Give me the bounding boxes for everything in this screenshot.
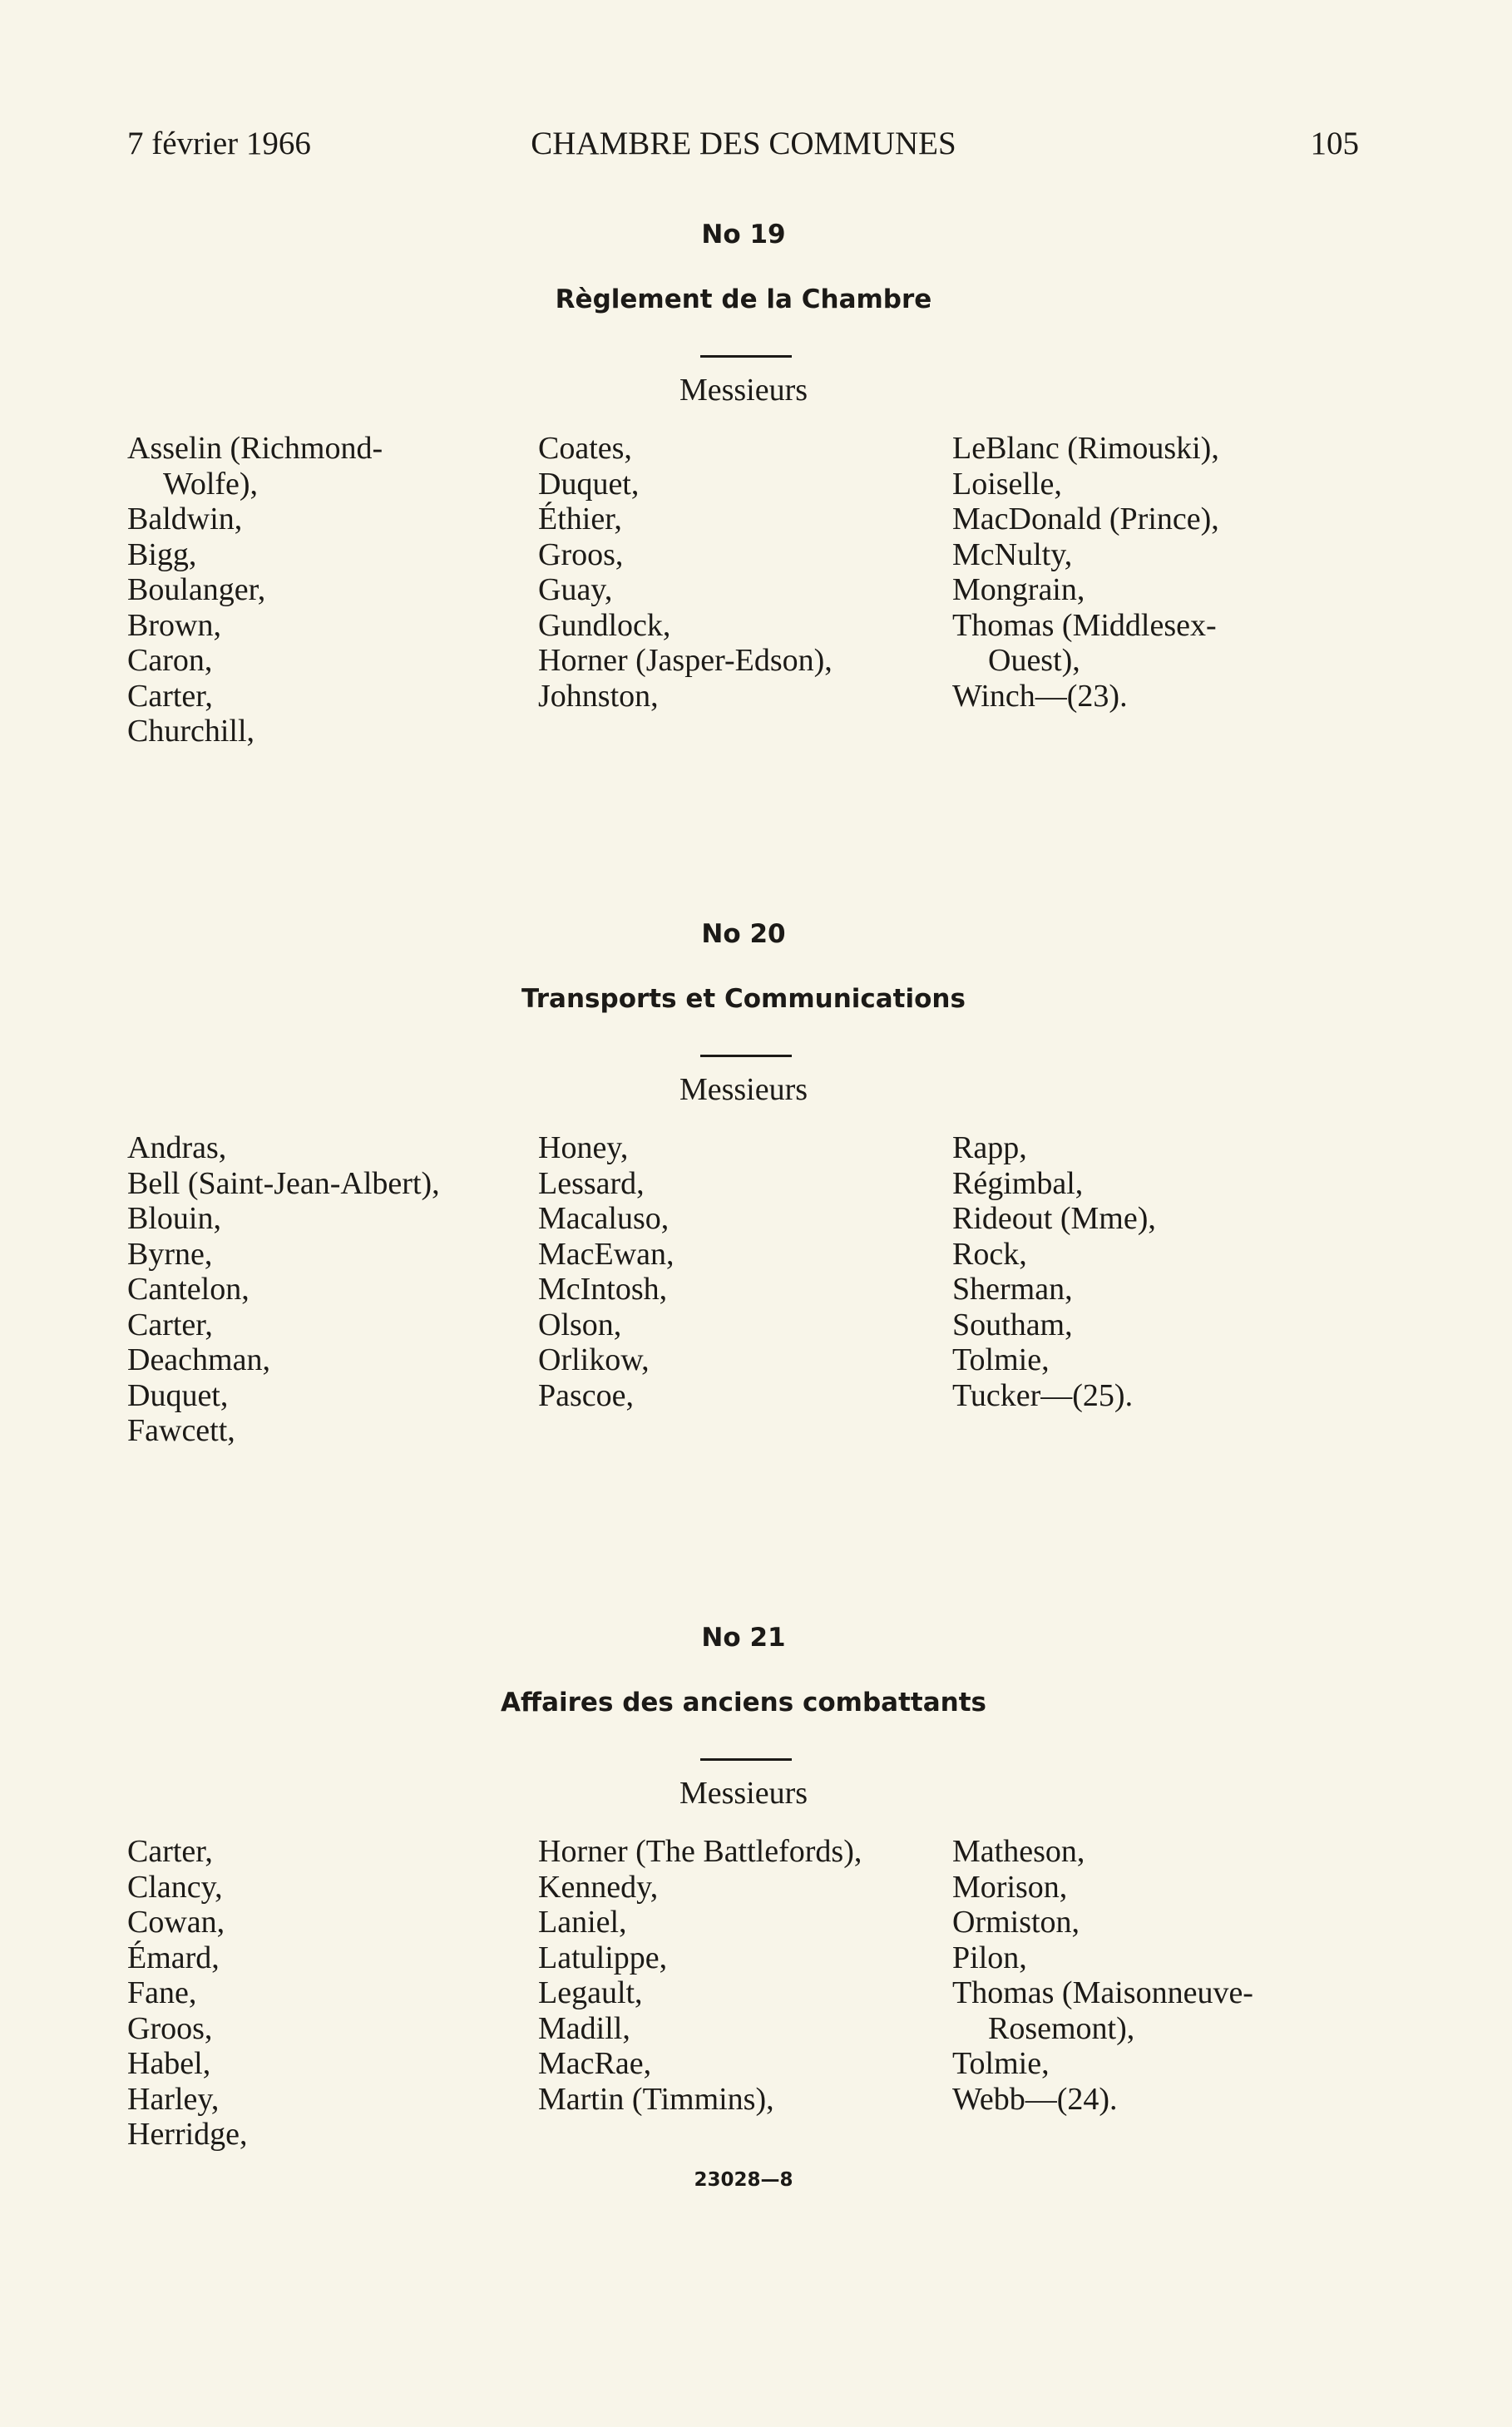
member-name: Macaluso, xyxy=(538,1201,670,1236)
section-title: Affaires des anciens combattants xyxy=(501,1688,986,1718)
member-name: Régimbal, xyxy=(952,1165,1084,1201)
member-name: Rock, xyxy=(952,1236,1027,1272)
member-name: McNulty, xyxy=(952,536,1073,572)
member-name: Fawcett, xyxy=(127,1413,235,1448)
member-name: Émard, xyxy=(127,1940,220,1975)
page-number: 105 xyxy=(1310,126,1359,161)
member-name: Ouest), xyxy=(988,643,1080,678)
member-name: Morison, xyxy=(952,1869,1068,1905)
member-name: Lessard, xyxy=(538,1165,645,1201)
member-name: Andras, xyxy=(127,1130,227,1165)
member-name: Latulippe, xyxy=(538,1940,668,1975)
member-name: Legault, xyxy=(538,1975,643,2010)
member-name: Thomas (Middlesex- xyxy=(952,607,1217,643)
member-column-3 xyxy=(952,1834,1253,2117)
section-divider xyxy=(700,1055,792,1057)
member-column-1 xyxy=(127,431,383,749)
member-name: Fane, xyxy=(127,1975,197,2010)
member-name: Carter, xyxy=(127,678,213,714)
header-date: 7 février 1966 xyxy=(127,126,311,161)
section-divider xyxy=(700,355,792,358)
member-name: Honey, xyxy=(538,1130,629,1165)
member-name: Pilon, xyxy=(952,1940,1027,1975)
member-name: Tolmie, xyxy=(952,1342,1050,1377)
section-divider xyxy=(700,1758,792,1761)
member-name: Groos, xyxy=(127,2010,213,2046)
member-name: Carter, xyxy=(127,1834,213,1869)
member-column-2 xyxy=(538,1834,862,2117)
member-name: Wolfe), xyxy=(163,466,259,502)
messieurs-heading: Messieurs xyxy=(679,373,808,408)
member-name: Gundlock, xyxy=(538,607,671,643)
member-name: MacEwan, xyxy=(538,1236,674,1272)
member-name: Churchill, xyxy=(127,714,255,749)
member-name: Cantelon, xyxy=(127,1272,250,1307)
member-name: Blouin, xyxy=(127,1201,221,1236)
member-name: Bigg, xyxy=(127,536,197,572)
member-name: MacRae, xyxy=(538,2046,652,2081)
member-column-2 xyxy=(538,431,833,714)
member-column-1 xyxy=(127,1130,440,1449)
member-name: McIntosh, xyxy=(538,1272,668,1307)
member-name: Madill, xyxy=(538,2010,630,2046)
member-name: Cowan, xyxy=(127,1905,225,1940)
section-title: Transports et Communications xyxy=(521,984,966,1014)
member-name: Guay, xyxy=(538,572,613,607)
member-name: Ormiston, xyxy=(952,1905,1080,1940)
messieurs-heading: Messieurs xyxy=(679,1072,808,1107)
member-name: Webb—(24). xyxy=(952,2081,1118,2117)
member-name: Rosemont), xyxy=(988,2010,1135,2046)
member-name: Brown, xyxy=(127,607,221,643)
member-name: Harley, xyxy=(127,2081,220,2117)
member-name: Matheson, xyxy=(952,1834,1085,1869)
member-column-3 xyxy=(952,431,1219,714)
member-name: Kennedy, xyxy=(538,1869,659,1905)
member-name: Duquet, xyxy=(538,466,640,502)
member-name: Baldwin, xyxy=(127,502,243,536)
member-name: Thomas (Maisonneuve- xyxy=(952,1975,1253,2010)
section-title: Règlement de la Chambre xyxy=(555,284,932,314)
member-name: Herridge, xyxy=(127,2117,248,2152)
member-name: Carter, xyxy=(127,1307,213,1342)
member-name: Tucker—(25). xyxy=(952,1377,1134,1413)
header-title: CHAMBRE DES COMMUNES xyxy=(531,126,956,161)
member-name: Winch—(23). xyxy=(952,678,1128,714)
member-column-1 xyxy=(127,1834,248,2153)
member-name: Groos, xyxy=(538,536,624,572)
member-name: Olson, xyxy=(538,1307,622,1342)
member-name: Byrne, xyxy=(127,1236,213,1272)
member-name: MacDonald (Prince), xyxy=(952,502,1219,536)
member-name: LeBlanc (Rimouski), xyxy=(952,431,1219,466)
page-header xyxy=(0,125,1512,166)
member-name: Asselin (Richmond- xyxy=(127,431,383,466)
member-name: Horner (The Battlefords), xyxy=(538,1834,862,1869)
member-name: Tolmie, xyxy=(952,2046,1050,2081)
member-name: Duquet, xyxy=(127,1377,229,1413)
member-name: Caron, xyxy=(127,643,213,678)
member-name: Rideout (Mme), xyxy=(952,1201,1156,1236)
member-name: Boulanger, xyxy=(127,572,266,607)
member-name: Laniel, xyxy=(538,1905,627,1940)
member-name: Éthier, xyxy=(538,502,622,536)
member-name: Deachman, xyxy=(127,1342,270,1377)
member-name: Rapp, xyxy=(952,1130,1027,1165)
member-name: Martin (Timmins), xyxy=(538,2081,774,2117)
member-name: Orlikow, xyxy=(538,1342,650,1377)
member-column-2 xyxy=(538,1130,674,1413)
member-name: Southam, xyxy=(952,1307,1073,1342)
member-name: Loiselle, xyxy=(952,466,1062,502)
print-code: 23028—8 xyxy=(694,2169,793,2191)
member-name: Clancy, xyxy=(127,1869,223,1905)
member-name: Pascoe, xyxy=(538,1377,635,1413)
member-column-3 xyxy=(952,1130,1156,1413)
member-name: Bell (Saint-Jean-Albert), xyxy=(127,1165,440,1201)
member-name: Horner (Jasper-Edson), xyxy=(538,643,833,678)
member-name: Mongrain, xyxy=(952,572,1085,607)
section-number: No 20 xyxy=(701,919,786,949)
member-name: Sherman, xyxy=(952,1272,1073,1307)
member-name: Habel, xyxy=(127,2046,211,2081)
messieurs-heading: Messieurs xyxy=(679,1776,808,1811)
member-name: Coates, xyxy=(538,431,632,466)
section-number: No 21 xyxy=(701,1623,786,1653)
member-name: Johnston, xyxy=(538,678,659,714)
section-number: No 19 xyxy=(701,220,786,250)
